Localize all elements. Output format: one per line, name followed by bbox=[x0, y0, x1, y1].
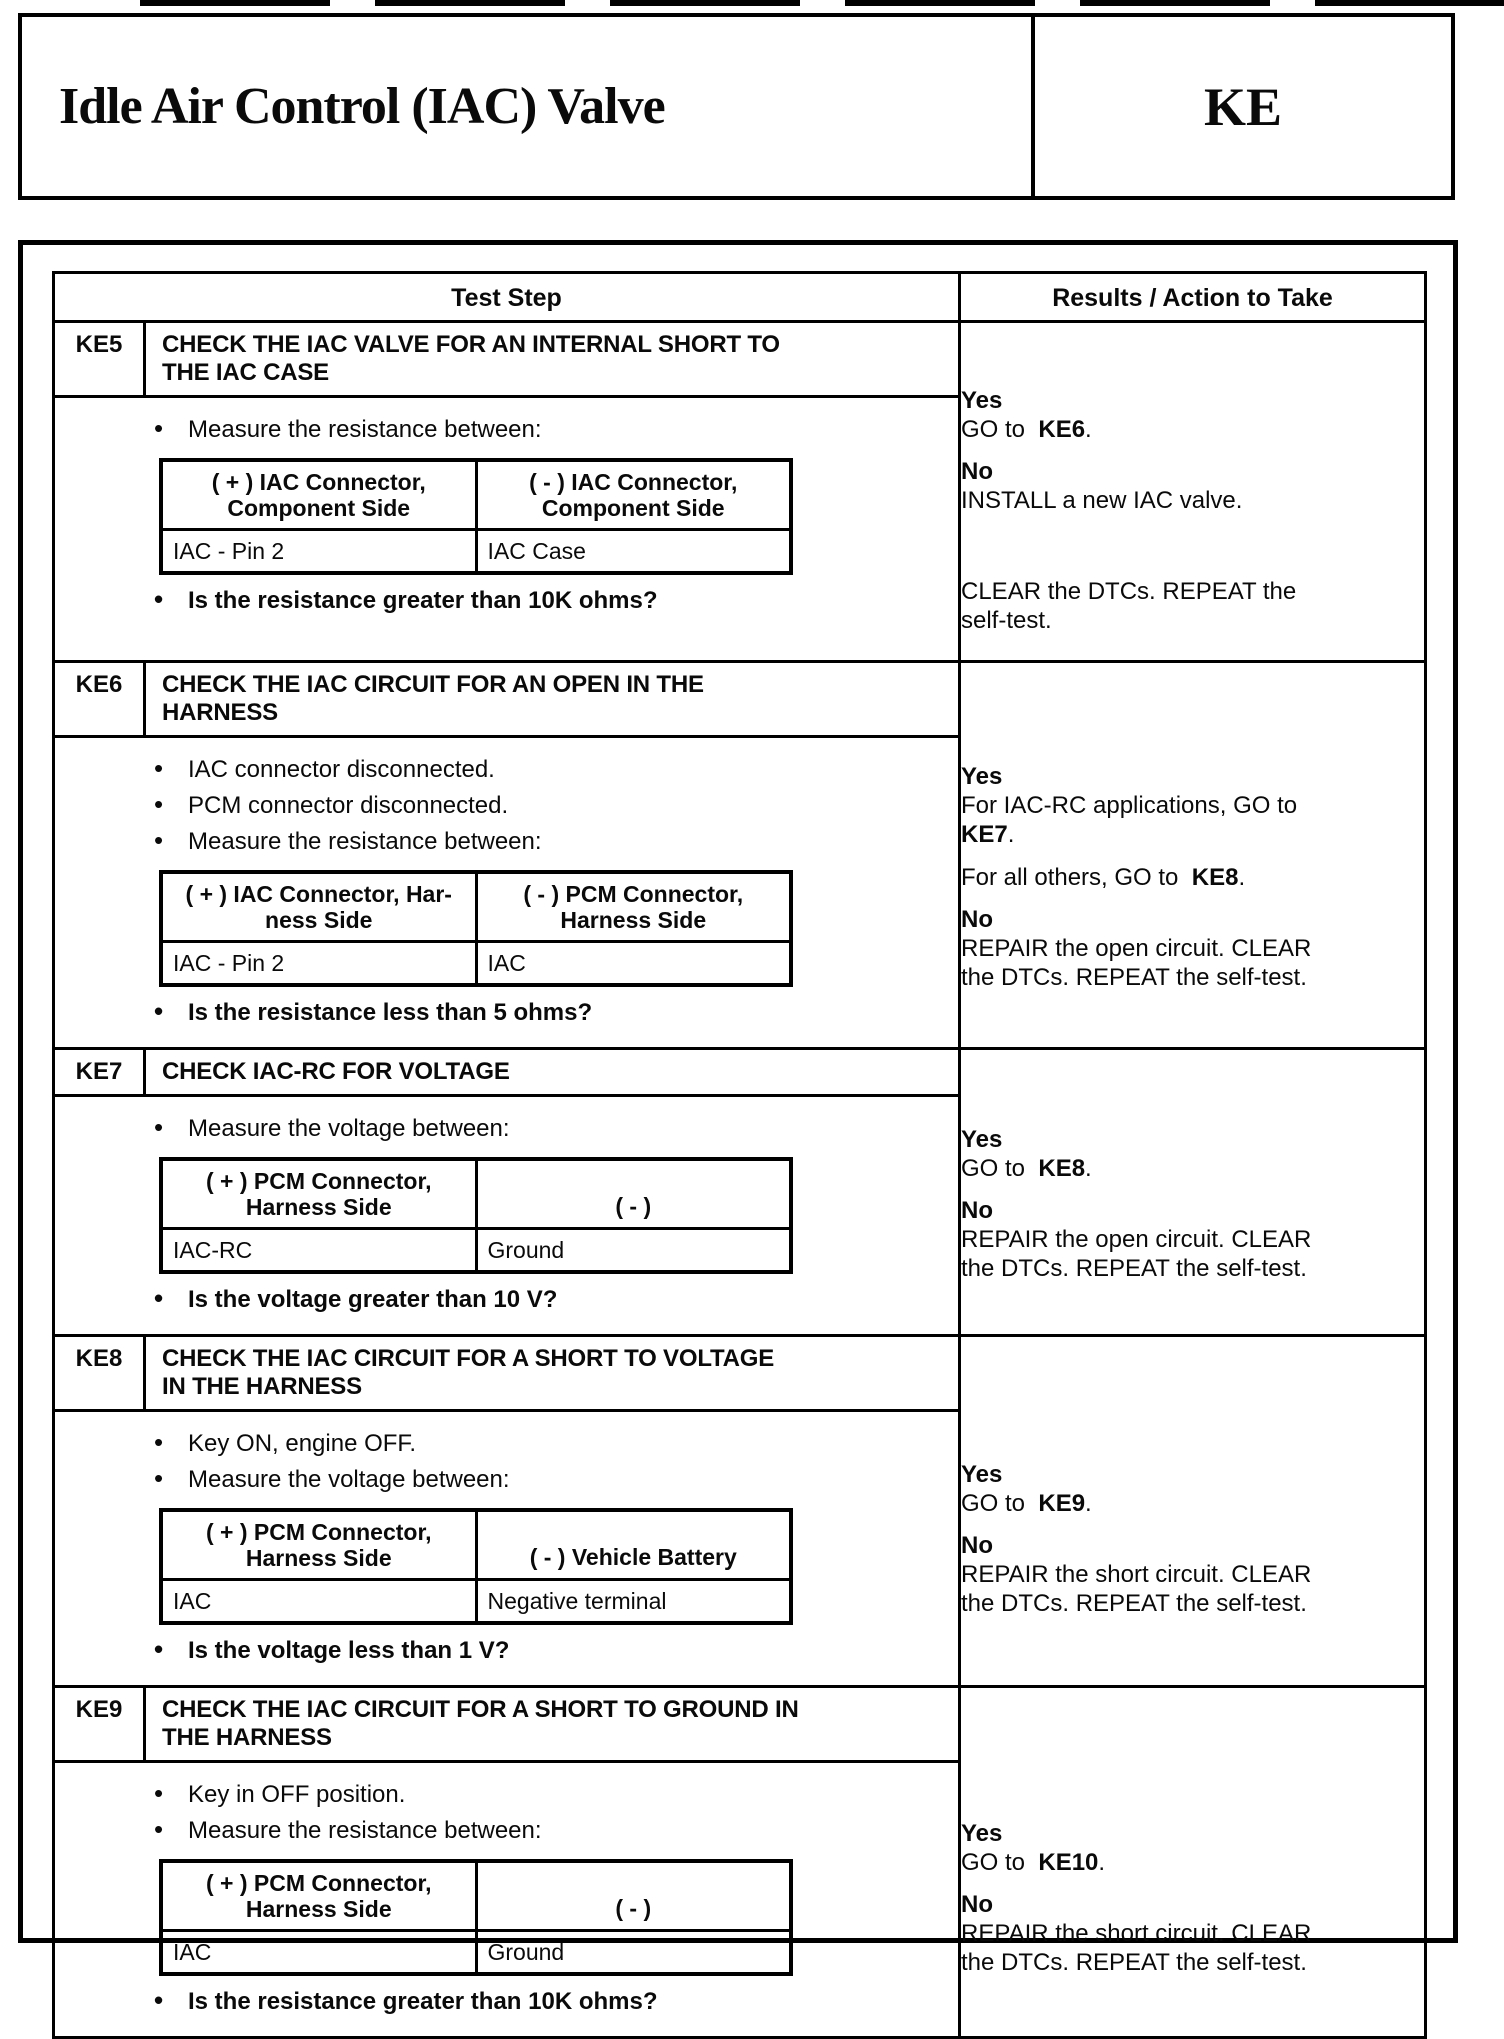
result-label: Yes bbox=[961, 1820, 1003, 1847]
step-row-ke5 bbox=[54, 322, 1426, 662]
test-step-cell-ke6 bbox=[54, 662, 960, 1049]
result-text: REPAIR the open circuit. CLEAR the DTCs. REPEAT the self-test. bbox=[961, 1226, 1312, 1282]
table-header-row bbox=[54, 273, 1426, 322]
measurement-value: IAC - Pin 2 bbox=[161, 530, 476, 574]
result-text: REPAIR the short circuit. CLEAR the DTCs. REPEAT the self-test. bbox=[961, 1920, 1312, 1976]
step-question: • Is the resistance greater than 10K ohms? bbox=[55, 587, 950, 615]
step-body bbox=[55, 1412, 958, 1685]
column-header-test-step: Test Step bbox=[54, 273, 960, 322]
step-title-bar bbox=[55, 1050, 958, 1097]
step-title-bar bbox=[55, 323, 958, 398]
results-cell-ke7 bbox=[960, 1049, 1426, 1336]
result-no bbox=[961, 1197, 1424, 1283]
diagnostic-table bbox=[52, 271, 1427, 2039]
page-header-title-cell bbox=[22, 17, 1035, 196]
step-title-bar bbox=[55, 1337, 958, 1412]
result-yes bbox=[961, 763, 1424, 849]
measurement-header-negative: ( - ) bbox=[476, 1159, 791, 1229]
measurement-value: Ground bbox=[476, 1229, 791, 1273]
measurement-header-positive: ( + ) IAC Connector, Component Side bbox=[161, 460, 476, 530]
measurement-header-negative: ( - ) bbox=[476, 1861, 791, 1931]
results-cell-ke9 bbox=[960, 1687, 1426, 2038]
result-text: REPAIR the short circuit. CLEAR the DTCs. REPEAT the self-test. bbox=[961, 1561, 1312, 1617]
measurement-header-negative: ( - ) IAC Connector, Component Side bbox=[476, 460, 791, 530]
step-row-ke7 bbox=[54, 1049, 1426, 1336]
result-no bbox=[961, 1532, 1424, 1618]
measurement-header-positive: ( + ) PCM Connector, Harness Side bbox=[161, 1510, 476, 1580]
step-title: CHECK THE IAC CIRCUIT FOR A SHORT TO GROUND IN THE HARNESS bbox=[162, 1696, 799, 1751]
page-code: KE bbox=[1203, 76, 1283, 137]
result-text: For all others, GO to KE8. bbox=[961, 864, 1246, 891]
measurement-value: IAC bbox=[476, 942, 791, 986]
result-note bbox=[961, 577, 1424, 635]
page-title: Idle Air Control (IAC) Valve bbox=[59, 77, 665, 135]
results-content bbox=[961, 763, 1424, 992]
measurement-table bbox=[159, 458, 793, 575]
column-header-results: Results / Action to Take bbox=[960, 273, 1426, 322]
measurement-value: Ground bbox=[476, 1931, 791, 1975]
result-label: Yes bbox=[961, 763, 1003, 790]
measurement-value: IAC - Pin 2 bbox=[161, 942, 476, 986]
step-title: CHECK THE IAC CIRCUIT FOR AN OPEN IN THE HARNESS bbox=[162, 671, 704, 726]
result-no bbox=[961, 1891, 1424, 1977]
step-bullet: • Measure the voltage between: bbox=[55, 1466, 950, 1494]
result-label: Yes bbox=[961, 1461, 1003, 1488]
results-cell-ke6 bbox=[960, 662, 1426, 1049]
step-question: • Is the resistance greater than 10K ohms? bbox=[55, 1988, 950, 2016]
measurement-value: IAC bbox=[161, 1931, 476, 1975]
result-text: GO to KE6. bbox=[961, 416, 1092, 443]
step-bullet: • Key ON, engine OFF. bbox=[55, 1430, 950, 1458]
result-label: No bbox=[961, 458, 993, 485]
measurement-table bbox=[159, 1859, 793, 1976]
measurement-table bbox=[159, 1157, 793, 1274]
step-id: KE8 bbox=[55, 1337, 146, 1409]
step-title: CHECK IAC-RC FOR VOLTAGE bbox=[162, 1058, 510, 1085]
results-cell-ke5 bbox=[960, 322, 1426, 662]
results-cell-ke8 bbox=[960, 1336, 1426, 1687]
step-row-ke6 bbox=[54, 662, 1426, 1049]
result-label: Yes bbox=[961, 1126, 1003, 1153]
result-text: CLEAR the DTCs. REPEAT the self-test. bbox=[961, 578, 1297, 634]
result-yes bbox=[961, 1820, 1424, 1877]
step-id: KE9 bbox=[55, 1688, 146, 1760]
measurement-header-negative: ( - ) PCM Connector, Harness Side bbox=[476, 872, 791, 942]
result-text: GO to KE10. bbox=[961, 1849, 1106, 1876]
step-question: • Is the voltage greater than 10 V? bbox=[55, 1286, 950, 1314]
step-bullet: • Measure the resistance between: bbox=[55, 416, 950, 444]
results-content bbox=[961, 1461, 1424, 1618]
result-alt bbox=[961, 863, 1424, 892]
result-yes bbox=[961, 1461, 1424, 1518]
step-body bbox=[55, 738, 958, 1047]
step-body bbox=[55, 1097, 958, 1334]
measurement-header-positive: ( + ) PCM Connector, Harness Side bbox=[161, 1159, 476, 1229]
result-text: REPAIR the open circuit. CLEAR the DTCs. REPEAT the self-test. bbox=[961, 935, 1312, 991]
measurement-table bbox=[159, 870, 793, 987]
result-text: GO to KE9. bbox=[961, 1490, 1092, 1517]
step-question: • Is the resistance less than 5 ohms? bbox=[55, 999, 950, 1027]
result-text: INSTALL a new IAC valve. bbox=[961, 487, 1243, 514]
test-step-cell-ke9 bbox=[54, 1687, 960, 2038]
page-header bbox=[18, 13, 1455, 200]
measurement-value: IAC bbox=[161, 1580, 476, 1624]
test-step-cell-ke7 bbox=[54, 1049, 960, 1336]
results-content bbox=[961, 1126, 1424, 1283]
step-bullet: • Measure the resistance between: bbox=[55, 828, 950, 856]
step-row-ke8 bbox=[54, 1336, 1426, 1687]
result-text: GO to KE8. bbox=[961, 1155, 1092, 1182]
result-text: For IAC-RC applications, GO to KE7. bbox=[961, 792, 1298, 848]
step-id: KE7 bbox=[55, 1050, 146, 1094]
step-bullet: • Measure the voltage between: bbox=[55, 1115, 950, 1143]
result-label: No bbox=[961, 1532, 993, 1559]
result-no bbox=[961, 906, 1424, 992]
result-yes bbox=[961, 1126, 1424, 1183]
step-question: • Is the voltage less than 1 V? bbox=[55, 1637, 950, 1665]
result-no bbox=[961, 458, 1424, 515]
result-label: No bbox=[961, 1197, 993, 1224]
measurement-header-positive: ( + ) IAC Connector, Har- ness Side bbox=[161, 872, 476, 942]
step-id: KE6 bbox=[55, 663, 146, 735]
measurement-value: IAC Case bbox=[476, 530, 791, 574]
step-bullet: • PCM connector disconnected. bbox=[55, 792, 950, 820]
step-title-bar bbox=[55, 1688, 958, 1763]
result-label: No bbox=[961, 906, 993, 933]
step-body bbox=[55, 398, 958, 660]
measurement-value: IAC-RC bbox=[161, 1229, 476, 1273]
measurement-value: Negative terminal bbox=[476, 1580, 791, 1624]
page-header-code-cell bbox=[1035, 17, 1451, 196]
scan-artifact bbox=[140, 0, 1504, 6]
step-body bbox=[55, 1763, 958, 2036]
step-id: KE5 bbox=[55, 323, 146, 395]
step-bullet: • Measure the resistance between: bbox=[55, 1817, 950, 1845]
result-label: Yes bbox=[961, 387, 1003, 414]
measurement-header-positive: ( + ) PCM Connector, Harness Side bbox=[161, 1861, 476, 1931]
step-title: CHECK THE IAC CIRCUIT FOR A SHORT TO VOLTAGE IN THE HARNESS bbox=[162, 1345, 775, 1400]
results-content bbox=[961, 387, 1424, 635]
step-title-bar bbox=[55, 663, 958, 738]
diagnostic-table-frame bbox=[18, 240, 1458, 2015]
result-yes bbox=[961, 387, 1424, 444]
measurement-header-negative: ( - ) Vehicle Battery bbox=[476, 1510, 791, 1580]
step-bullet: • IAC connector disconnected. bbox=[55, 756, 950, 784]
results-content bbox=[961, 1820, 1424, 1977]
test-step-cell-ke5 bbox=[54, 322, 960, 662]
measurement-table bbox=[159, 1508, 793, 1625]
test-step-cell-ke8 bbox=[54, 1336, 960, 1687]
step-title: CHECK THE IAC VALVE FOR AN INTERNAL SHORT TO THE IAC CASE bbox=[162, 331, 780, 386]
result-label: No bbox=[961, 1891, 993, 1918]
step-bullet: • Key in OFF position. bbox=[55, 1781, 950, 1809]
step-row-ke9 bbox=[54, 1687, 1426, 2038]
